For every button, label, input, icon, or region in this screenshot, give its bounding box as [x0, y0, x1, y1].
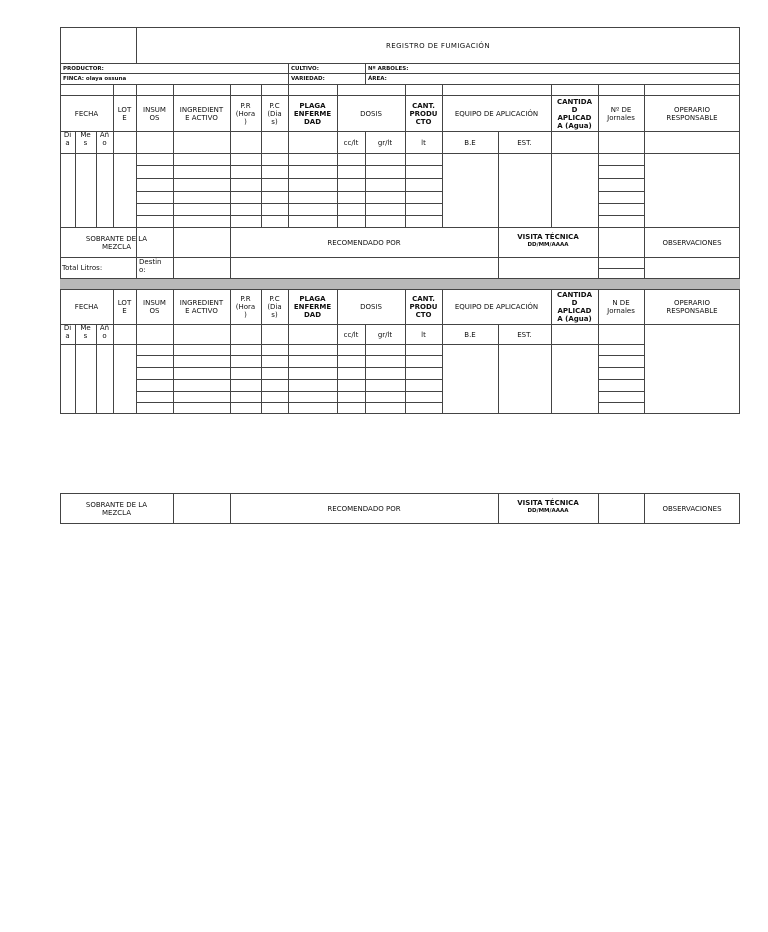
- header-pr-2: P.R (Hora ): [235, 295, 256, 319]
- subheader-dia: Di a: [63, 131, 72, 147]
- sobrante-mezcla-label-2: SOBRANTE DE LA MEZCLA: [85, 500, 148, 517]
- recomendado-label: RECOMENDADO POR: [327, 238, 401, 247]
- cultivo-label: CULTIVO:: [291, 66, 319, 72]
- grid-line: [60, 84, 740, 85]
- header-pr: P.R (Hora ): [235, 101, 256, 126]
- destino-label: Destin o:: [139, 258, 162, 274]
- observaciones-label-2: OBSERVACIONES: [662, 504, 722, 513]
- grid-line: [60, 344, 644, 345]
- header-equipo: EQUIPO DE APLICACIÓN: [454, 109, 539, 118]
- finca-label: FINCA: olaya ossuna: [63, 76, 127, 82]
- grid-line: [598, 165, 644, 166]
- subheader-mes: Me s: [80, 131, 91, 147]
- subheader-gr-lt-2: gr/lt: [377, 330, 393, 339]
- recomendado-label-2: RECOMENDADO POR: [327, 504, 401, 513]
- grid-line: [598, 367, 644, 368]
- subheader-ano-2: Añ o: [99, 324, 110, 340]
- form-title: REGISTRO DE FUMIGACIÓN: [386, 41, 490, 50]
- header-operario: OPERARIO RESPONSABLE: [666, 105, 718, 122]
- grid-line: [136, 379, 442, 380]
- grid-line: [60, 73, 740, 74]
- grid-line: [598, 215, 644, 216]
- variedad-label: VARIEDAD:: [291, 76, 325, 82]
- header-cant-producto: CANT. PRODU CTO: [409, 101, 438, 126]
- grid-line: [598, 379, 644, 380]
- grid-line: [598, 493, 599, 524]
- grid-line: [598, 391, 644, 392]
- grid-line: [598, 344, 644, 345]
- subheader-lt: lt: [421, 138, 426, 147]
- grid-line: [136, 203, 442, 204]
- grid-line: [136, 178, 442, 179]
- total-litros-label: Total Litros:: [62, 264, 103, 272]
- header-dosis-2: DOSIS: [360, 303, 382, 311]
- header-fecha-2: FECHA: [74, 303, 99, 311]
- header-ingrediente-2: INGREDIENT E ACTIVO: [179, 299, 224, 315]
- grid-line: [136, 367, 442, 368]
- header-lote-2: LOT E: [117, 299, 132, 315]
- grid-line: [598, 191, 644, 192]
- header-insumos-2: INSUM OS: [143, 299, 166, 315]
- observaciones-label: OBSERVACIONES: [662, 238, 722, 247]
- grid-line: [598, 402, 644, 403]
- header-cantidad-aplicada-2: CANTIDA D APLICAD A (Agua): [556, 291, 593, 323]
- grid-line: [598, 178, 644, 179]
- header-pc-2: P.C (Dia s): [267, 295, 282, 319]
- grid-line: [136, 215, 442, 216]
- area-label: ÁREA:: [368, 76, 387, 82]
- grid-line: [288, 63, 289, 84]
- grid-line: [598, 268, 644, 269]
- grid-line: [136, 165, 442, 166]
- header-equipo-2: EQUIPO DE APLICACIÓN: [454, 303, 539, 311]
- header-cantidad-aplicada: CANTIDA D APLICAD A (Agua): [556, 97, 593, 130]
- subheader-est: EST.: [517, 138, 532, 147]
- visita-tecnica-label-2: VISITA TÉCNICA: [517, 499, 579, 507]
- header-jornales: Nº DE Jornales: [607, 105, 635, 122]
- subheader-be-2: B.E: [464, 330, 476, 339]
- header-operario-2: OPERARIO RESPONSABLE: [666, 299, 718, 315]
- subheader-mes-2: Me s: [80, 324, 91, 340]
- header-dosis: DOSIS: [360, 109, 382, 118]
- grid-line: [136, 355, 442, 356]
- grid-line: [60, 413, 740, 414]
- header-insumos: INSUM OS: [143, 105, 166, 122]
- grid-line: [598, 355, 644, 356]
- subheader-be: B.E: [464, 138, 476, 147]
- sobrante-mezcla-label: SOBRANTE DE LA MEZCLA: [85, 234, 148, 251]
- subheader-dia-2: Di a: [63, 324, 72, 340]
- grid-line: [365, 63, 366, 84]
- arboles-label: Nº ARBOLES:: [368, 66, 409, 72]
- header-ingrediente: INGREDIENT E ACTIVO: [179, 105, 224, 122]
- visita-format-label: DD/MM/AAAA: [527, 242, 569, 248]
- productor-label: PRODUCTOR:: [63, 66, 104, 72]
- grid-line: [60, 523, 740, 524]
- header-plaga: PLAGA ENFERME DAD: [293, 101, 332, 126]
- grid-line: [136, 391, 442, 392]
- grid-line: [60, 63, 740, 64]
- visita-tecnica-label: VISITA TÉCNICA: [517, 233, 579, 241]
- subheader-ano: Añ o: [99, 131, 110, 147]
- visita-format-label-2: DD/MM/AAAA: [527, 508, 569, 514]
- header-jornales-2: N DE Jornales: [607, 299, 635, 315]
- header-pc: P.C (Dia s): [267, 101, 282, 126]
- subheader-lt-2: lt: [421, 330, 426, 339]
- subheader-cc-lt-2: cc/lt: [343, 330, 359, 339]
- subheader-est-2: EST.: [517, 330, 532, 339]
- section-separator: [60, 279, 740, 289]
- grid-line: [136, 191, 442, 192]
- header-cant-producto-2: CANT. PRODU CTO: [409, 295, 438, 319]
- grid-line: [173, 493, 174, 524]
- grid-line: [136, 402, 442, 403]
- grid-line: [598, 203, 644, 204]
- grid-line: [60, 153, 740, 154]
- grid-line: [498, 131, 499, 278]
- header-fecha: FECHA: [74, 109, 99, 118]
- header-lote: LOT E: [117, 105, 132, 122]
- header-plaga-2: PLAGA ENFERME DAD: [293, 295, 332, 319]
- subheader-gr-lt: gr/lt: [377, 138, 393, 147]
- subheader-cc-lt: cc/lt: [343, 138, 359, 147]
